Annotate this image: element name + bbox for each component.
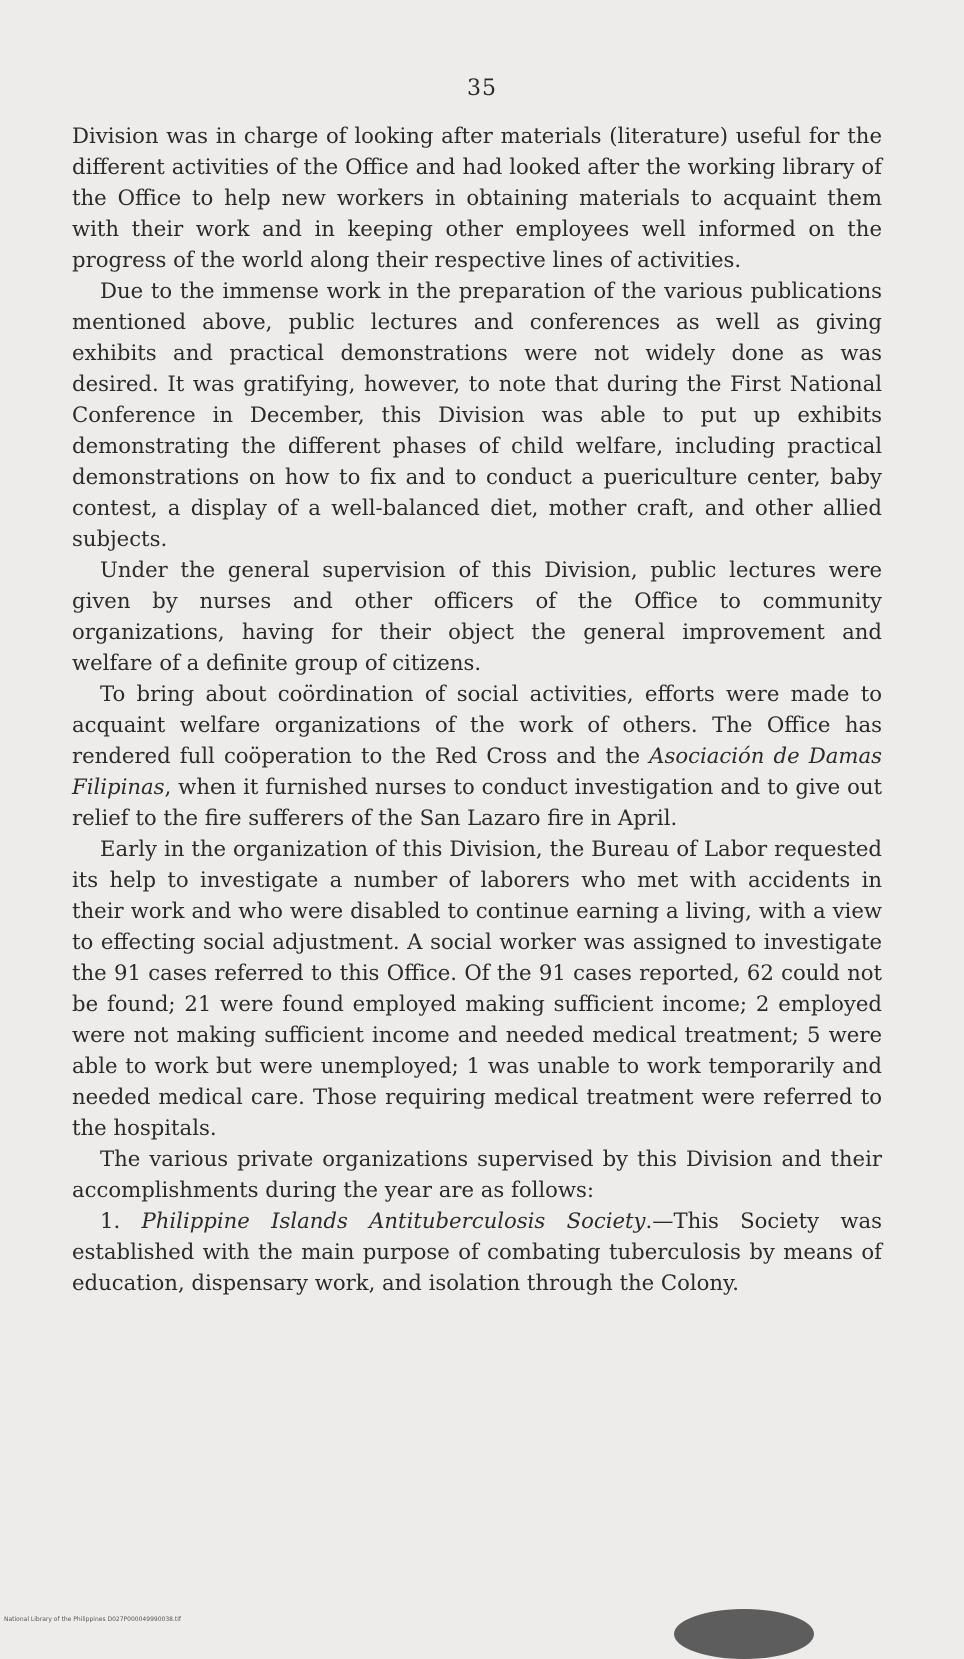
paragraph-coordination-text: To bring about coördination of social activities, efforts were made to acquaint welfare organizations of the work of others. The Office has rendered full coöperation to the Red Cross and the <box>72 681 882 768</box>
paragraph-bureau-of-labor: Early in the organization of this Division, the Bureau of Labor requested its help to investigate a number of laborers who met with accidents in their work and who were disabled to continue earning a living, with a view to effecting social adjustment. A social worker was assigned to investigate the 91 cases referred to this Office. Of the 91 cases reported, 62 could not be found; 21 were found employed making sufficient income; 2 employed were not making sufficient income and needed medical treatment; 5 were able to work but were unemployed; 1 was unable to work temporarily and needed medical care. Those requiring medical treatment were referred to the hospitals. <box>72 836 882 1140</box>
paragraph-antituberculosis-society <box>72 1205 882 1298</box>
list-number: 1. <box>100 1208 142 1233</box>
paragraph-coordination <box>72 678 882 833</box>
page-number: 35 <box>467 76 497 101</box>
asociacion-name: Asociación de Damas Filipinas <box>72 743 882 799</box>
paragraph-coordination-text-end: , when it furnished nurses to conduct investigation and to give out relief to the fire sufferers of the San Lazaro fire in April. <box>72 774 882 830</box>
body-text <box>72 120 882 1298</box>
paragraph-public-lectures: Under the general supervision of this Division, public lectures were given by nurses and other officers of the Office to community organizations, having for their object the general improvement and welfare of a definite group of citizens. <box>72 557 882 675</box>
paragraph-society-text: .—This Society was established with the main purpose of combating tuberculosis by means of education, dispensary work, and isolation through the Colony. <box>72 1208 882 1295</box>
paragraph-library-materials: Division was in charge of looking after materials (literature) useful for the different activities of the Office and had looked after the working library of the Office to help new workers in obtaining materials to acquaint them with their work and in keeping other employees well informed on the progress of the world along their respective lines of activities. <box>72 123 882 272</box>
paragraph-private-organizations: The various private organizations supervised by this Division and their accomplishments during the year are as follows: <box>72 1146 882 1202</box>
paragraph-lectures-exhibits: Due to the immense work in the preparation of the various publications mentioned above, public lectures and conferences as well as giving exhibits and practical demonstrations were not widely done as was desired. It was gratifying, however, to note that during the First National Conference in December, this Division was able to put up exhibits demonstrating the different phases of child welfare, including practical demonstrations on how to fix and to conduct a puericulture center, baby contest, a display of a well-balanced diet, mother craft, and other allied subjects. <box>72 278 882 551</box>
society-name: Philippine Islands Antituberculosis Society <box>141 1208 646 1233</box>
scan-shadow <box>674 1609 814 1659</box>
scan-source-tag: National Library of the Philippines D027P000049990038.tif <box>4 1616 182 1623</box>
